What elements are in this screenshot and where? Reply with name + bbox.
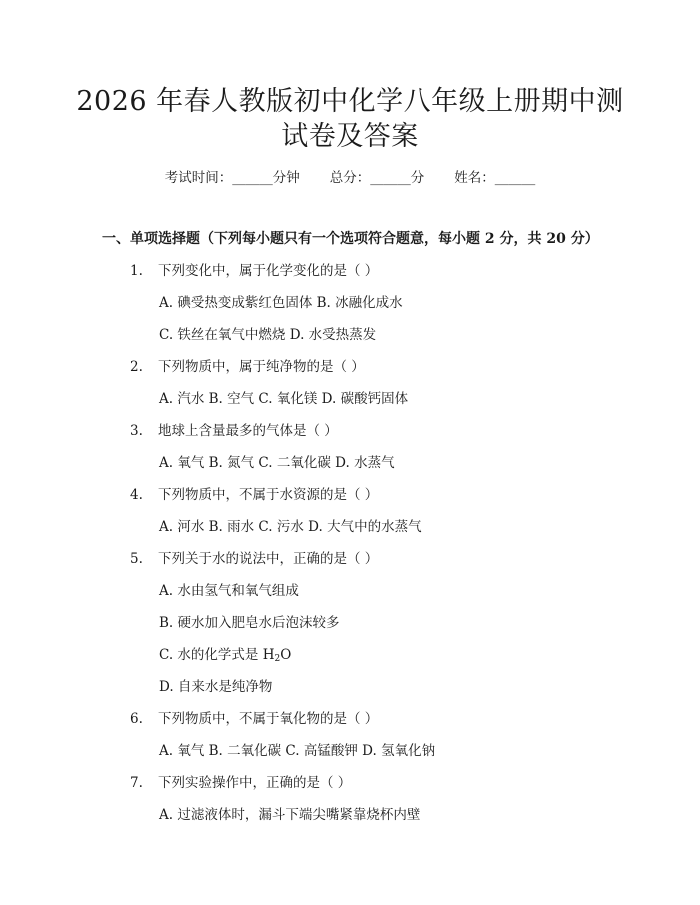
question-stem: 下列变化中，属于化学变化的是（ ） <box>158 263 379 279</box>
question-option: A. 水由氢气和氧气组成 <box>159 583 299 599</box>
question-number: 5. <box>130 551 143 567</box>
exam-meta <box>0 168 700 188</box>
question <box>130 549 378 569</box>
question <box>130 485 378 505</box>
question-option: D. 自来水是纯净物 <box>159 679 273 695</box>
question-stem: 地球上含量最多的气体是（ ） <box>158 423 338 439</box>
question-stem: 下列物质中，不属于氧化物的是（ ） <box>158 711 379 727</box>
total-score-field: 总分：______分 <box>329 170 425 186</box>
question <box>130 709 378 729</box>
question-stem: 下列实验操作中，正确的是（ ） <box>158 775 352 791</box>
question <box>130 773 351 793</box>
formula-subscript: 2 <box>274 654 281 664</box>
section-heading: 一、单项选择题（下列每小题只有一个选项符合题意，每小题 2 分，共 20 分） <box>102 231 599 247</box>
question-options: A. 河水 B. 雨水 C. 污水 D. 大气中的水蒸气 <box>159 519 422 535</box>
exam-time-field: 考试时间：______分钟 <box>164 170 300 186</box>
question-number: 2. <box>130 359 143 375</box>
question <box>130 261 378 281</box>
question <box>130 421 338 441</box>
question-stem: 下列关于水的说法中，正确的是（ ） <box>158 551 379 567</box>
question-options: C. 铁丝在氧气中燃烧 D. 水受热蒸发 <box>159 327 377 343</box>
question-options: A. 碘受热变成紫红色固体 B. 冰融化成水 <box>159 295 403 311</box>
question-option: B. 硬水加入肥皂水后泡沫较多 <box>159 615 340 631</box>
exam-title-line-2: 试卷及答案 <box>281 121 419 152</box>
exam-title-line-1: 2026 年春人教版初中化学八年级上册期中测 <box>76 86 624 117</box>
question-number: 7. <box>130 775 143 791</box>
question-number: 6. <box>130 711 143 727</box>
question <box>130 357 365 377</box>
question-stem: 下列物质中，属于纯净物的是（ ） <box>158 359 365 375</box>
question-number: 3. <box>130 423 143 439</box>
option-text: C. 水的化学式是 H <box>159 647 275 663</box>
student-name-field: 姓名：______ <box>454 170 536 186</box>
question-option <box>159 645 291 665</box>
formula-tail: O <box>280 647 292 663</box>
question-options: A. 汽水 B. 空气 C. 氧化镁 D. 碳酸钙固体 <box>159 391 409 407</box>
question-number: 4. <box>130 487 143 503</box>
question-stem: 下列物质中，不属于水资源的是（ ） <box>158 487 379 503</box>
question-number: 1. <box>130 263 143 279</box>
question-options: A. 过滤液体时，漏斗下端尖嘴紧靠烧杯内壁 <box>159 807 421 823</box>
question-options: A. 氧气 B. 氮气 C. 二氧化碳 D. 水蒸气 <box>159 455 395 471</box>
question-options: A. 氧气 B. 二氧化碳 C. 高锰酸钾 D. 氢氧化钠 <box>159 743 436 759</box>
